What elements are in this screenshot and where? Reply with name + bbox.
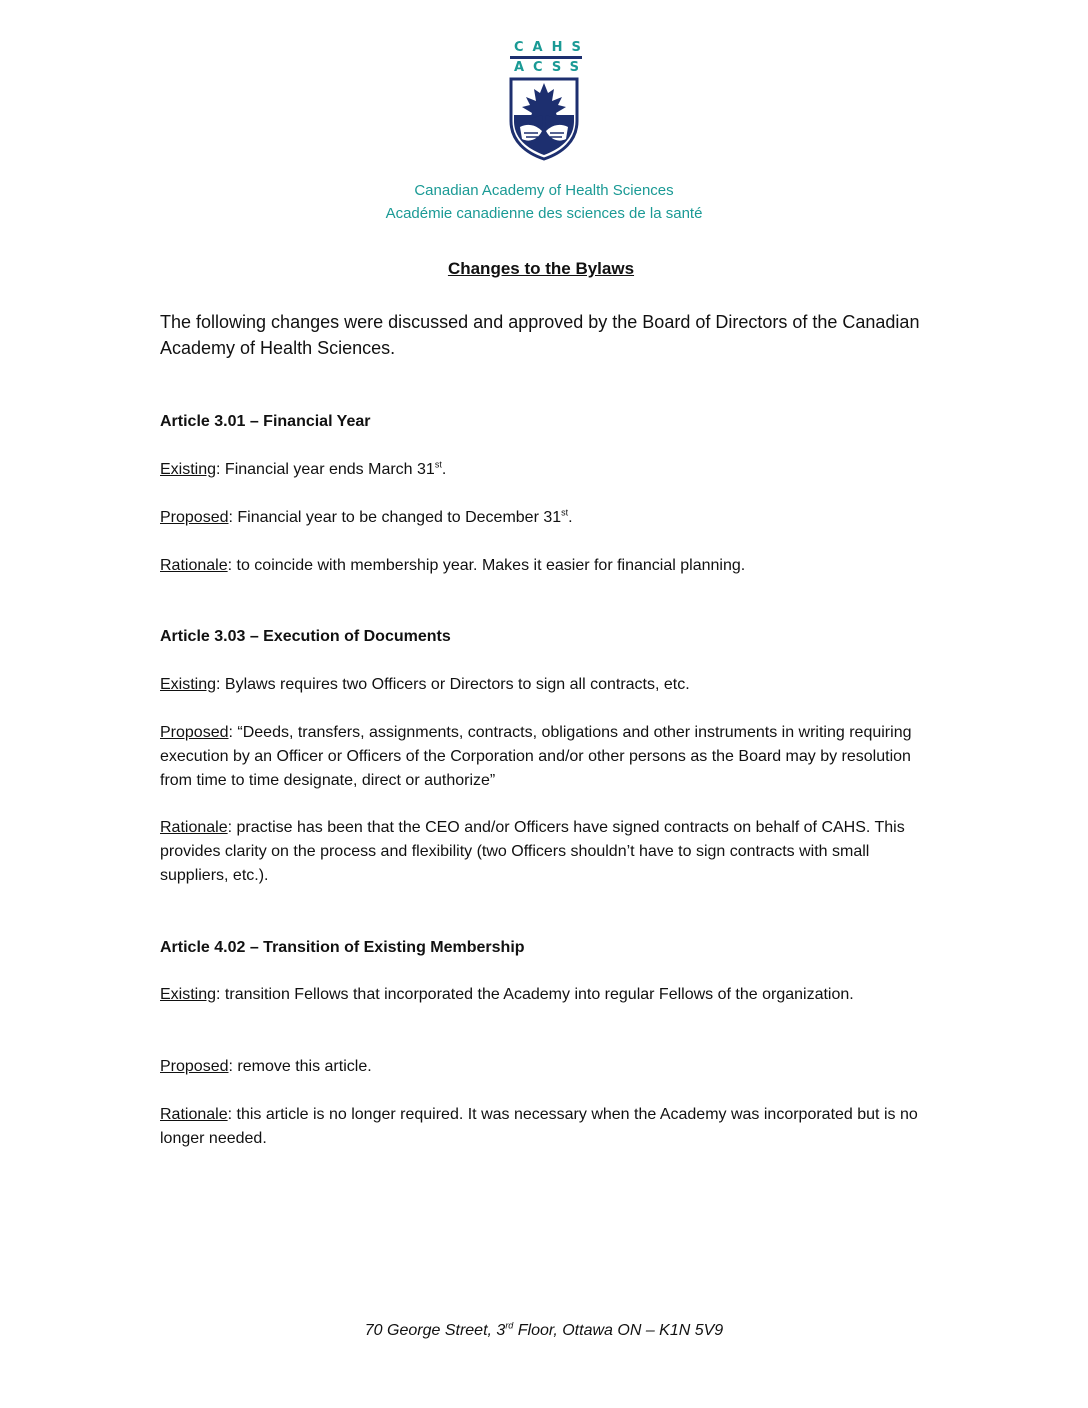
proposed-text: : remove this article. — [228, 1058, 372, 1075]
article-heading: Article 3.03 – Execution of Documents — [160, 628, 451, 645]
ordinal-suffix: rd — [505, 1320, 514, 1331]
footer-address-end: Floor, Ottawa ON – K1N 5V9 — [513, 1322, 724, 1339]
rationale-label: Rationale — [160, 557, 228, 574]
article-heading: Article 3.01 – Financial Year — [160, 413, 371, 430]
proposed-text: : Financial year to be changed to December 31 — [228, 509, 562, 526]
rationale-text: : to coincide with membership year. Makes it easier for financial planning. — [227, 557, 746, 574]
proposed-label: Proposed — [160, 1058, 229, 1075]
proposed-label: Proposed — [160, 509, 229, 526]
proposed-paragraph — [160, 721, 930, 793]
logo-divider — [510, 56, 582, 59]
shield-maple-leaf-icon — [508, 77, 580, 161]
rationale-text: : practise has been that the CEO and/or Officers have signed contracts on behalf of CAHS. This provides clarity on the process and flexibility (two Officers shouldn’t have to sign contracts with small suppliers, etc.). — [160, 819, 905, 884]
existing-paragraph — [160, 983, 930, 1007]
article-heading: Article 4.02 – Transition of Existing Membership — [160, 939, 525, 956]
logo-abbr-fr: ACSS — [514, 60, 588, 75]
rationale-paragraph — [160, 816, 930, 888]
existing-paragraph — [160, 673, 930, 697]
ordinal-suffix: st — [434, 459, 442, 470]
intro-paragraph: The following changes were discussed and approved by the Board of Directors of the Canadian Academy of Health Sciences. — [160, 312, 920, 358]
proposed-label: Proposed — [160, 724, 229, 741]
logo-abbr-en: CAHS — [514, 40, 590, 55]
rationale-paragraph — [160, 1103, 930, 1151]
existing-text: : Bylaws requires two Officers or Directors to sign all contracts, etc. — [216, 676, 690, 693]
footer-address-start: 70 George Street, 3 — [364, 1322, 506, 1339]
existing-text: : Financial year ends March 31 — [216, 461, 435, 478]
proposed-end: . — [568, 509, 573, 526]
existing-end: . — [441, 461, 447, 478]
existing-label: Existing — [160, 676, 217, 693]
org-name-french: Académie canadienne des sciences de la santé — [385, 205, 703, 222]
footer-address — [0, 1322, 1088, 1340]
existing-paragraph — [160, 458, 930, 482]
rationale-label: Rationale — [160, 819, 228, 836]
existing-label: Existing — [160, 461, 217, 478]
proposed-paragraph — [160, 506, 930, 530]
page-title: Changes to the Bylaws — [447, 259, 635, 278]
ordinal-suffix: st — [561, 507, 569, 518]
existing-text: : transition Fellows that incorporated the Academy into regular Fellows of the organization. — [216, 986, 854, 1003]
rationale-label: Rationale — [160, 1106, 228, 1123]
rationale-paragraph — [160, 554, 930, 578]
rationale-text: : this article is no longer required. It was necessary when the Academy was incorporated but is no longer needed. — [160, 1106, 918, 1147]
proposed-text: : “Deeds, transfers, assignments, contracts, obligations and other instruments in writing requiring execution by an Officer or Officers of the Corporation and/or other persons as the Board may by resolution from time to time designate, direct or authorize” — [160, 724, 912, 789]
cahs-logo — [508, 40, 590, 161]
proposed-paragraph — [160, 1055, 930, 1079]
existing-label: Existing — [160, 986, 217, 1003]
org-name-english: Canadian Academy of Health Sciences — [414, 182, 674, 199]
